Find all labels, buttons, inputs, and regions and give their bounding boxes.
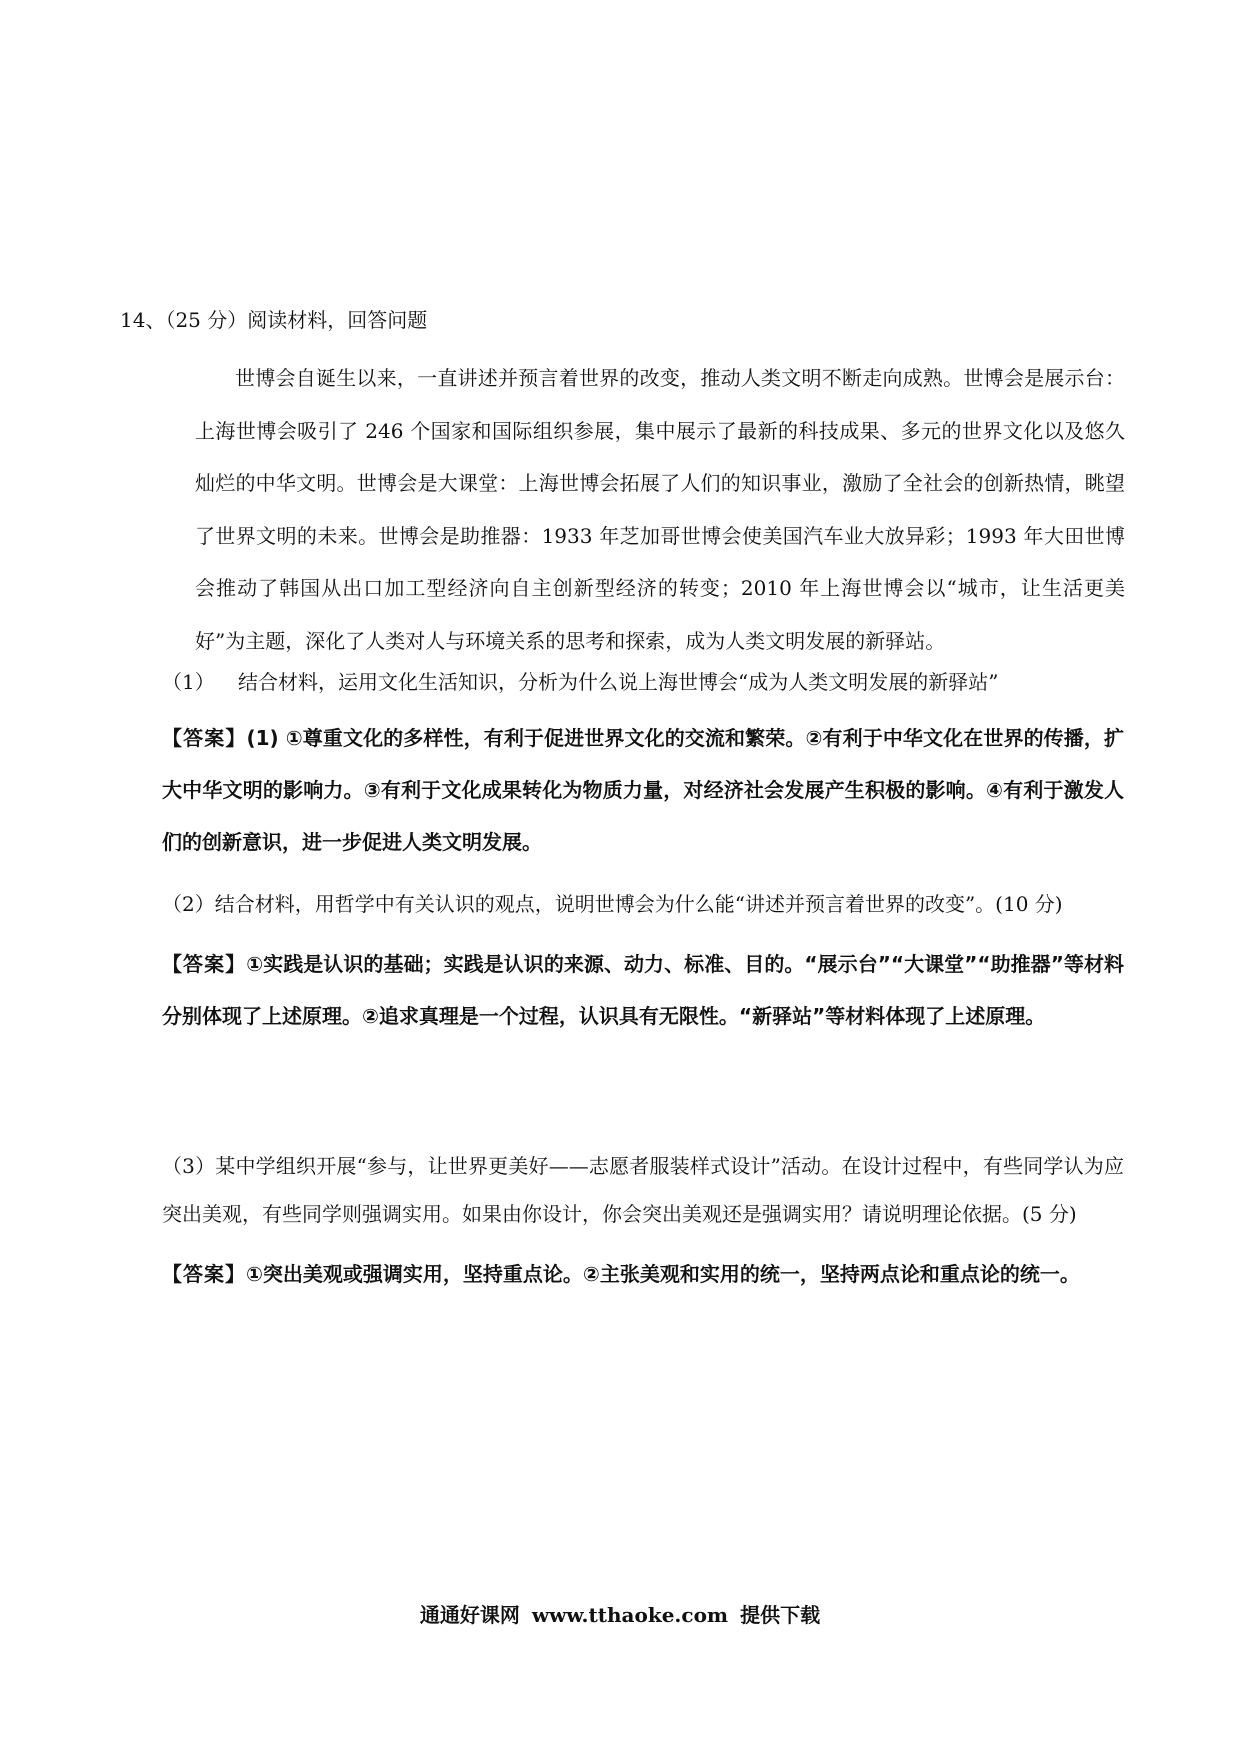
sub-question-1-answer (162, 712, 1124, 868)
sub-question-1 (162, 662, 1124, 868)
sub-question-1-prompt (162, 662, 1124, 702)
answer-text: (1) ①尊重文化的多样性，有利于促进世界文化的交流和繁荣。②有利于中华文化在世界的传播，扩大中华文明的影响力。③有利于文化成果转化为物质力量，对经济社会发展产生积极的影响。④有利于激发人们的创新意识，进一步促进人类文明发展。 (162, 726, 1125, 854)
sub-question-2-number: （2） (162, 892, 215, 916)
sub-question-3-number: （3） (162, 1154, 216, 1178)
footer-suffix: 提供下载 (740, 1603, 821, 1627)
question-header (120, 300, 1120, 340)
sub-question-2-text: 结合材料，用哲学中有关认识的观点，说明世博会为什么能“讲述并预言着世界的改变”。(10 分) (214, 892, 1063, 916)
answer-text: ①突出美观或强调实用，坚持重点论。②主张美观和实用的统一，坚持两点论和重点论的统一。 (246, 1262, 1080, 1286)
answer-tag: 【答案】 (162, 726, 247, 750)
question-number: 14、 (120, 308, 166, 332)
sub-question-3 (162, 1142, 1124, 1300)
footer-url[interactable]: www.tthaoke.com (531, 1603, 729, 1627)
sub-question-2 (162, 880, 1124, 1042)
answer-tag: 【答案】 (162, 952, 247, 976)
answer-tag: 【答案】 (162, 1262, 246, 1286)
sub-question-1-number: （1） (162, 670, 215, 694)
question-title: （25 分）阅读材料，回答问题 (165, 308, 428, 332)
sub-question-2-prompt (162, 880, 1124, 928)
sub-question-3-answer (162, 1248, 1124, 1300)
footer-site-name: 通通好课网 (419, 1603, 520, 1627)
sub-question-3-prompt (162, 1142, 1124, 1238)
reading-material: 世博会自诞生以来，一直讲述并预言着世界的改变，推动人类文明不断走向成熟。世博会是展示台：上海世博会吸引了 246 个国家和国际组织参展，集中展示了最新的科技成果、多元的世界文化以及悠久灿烂的中华文明。世博会是大课堂：上海世博会拓展了人们的知识事业，激励了全社会的创新热情，眺望了世界文明的未来。世博会是助推器：1933 年芝加哥世博会使美国汽车业大放异彩；1993 年大田世博会推动了韩国从出口加工型经济向自主创新型经济的转变；2010 年上海世博会以“城市，让生活更美好”为主题，深化了人类对人与环境关系的思考和探索，成为人类文明发展的新驿站。 (195, 366, 1125, 653)
sub-question-3-text: 某中学组织开展“参与，让世界更美好——志愿者服装样式设计”活动。在设计过程中，有些同学认为应突出美观，有些同学则强调实用。如果由你设计，你会突出美观还是强调实用？请说明理论依据。(5 分) (162, 1154, 1124, 1226)
sub-question-1-text: 结合材料，运用文化生活知识，分析为什么说上海世博会“成为人类文明发展的新驿站” (238, 670, 999, 694)
page-footer (0, 1600, 1240, 1630)
answer-text: ①实践是认识的基础；实践是认识的来源、动力、标准、目的。“展示台”“大课堂”“助推器”等材料分别体现了上述原理。②追求真理是一个过程，认识具有无限性。“新驿站”等材料体现了上述原理。 (162, 952, 1124, 1028)
sub-question-2-answer (162, 938, 1124, 1042)
